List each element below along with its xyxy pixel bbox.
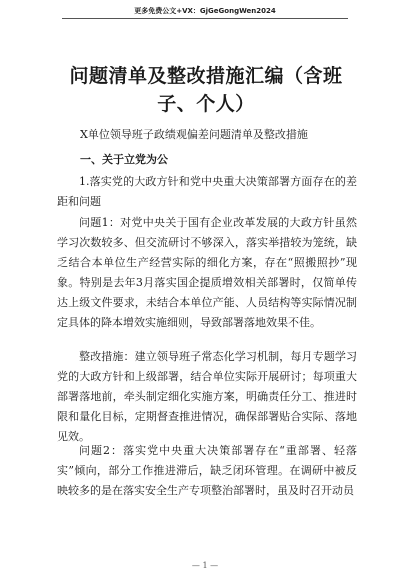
paragraph-problem-1 [57, 213, 357, 333]
paragraph-rectification [57, 347, 357, 447]
document-subtitle: X单位领导班子政绩观偏差问题清单及整改措施 [80, 128, 308, 141]
paragraph-text: 问题2：落实党中央重大决策部署存在“重部署、轻落实”倾向，部分工作推进滞后，缺乏闭环管理。在调研中被反映较多的是在落实安全生产专项整治部署时，虽及时召开动员 [57, 444, 357, 497]
page-header-text: 更多免费公文+VX：GjGeGongWen2024 [134, 7, 276, 15]
document-title: 问题清单及整改措施汇编（含班子、个人） [69, 65, 343, 115]
paragraph-item-1 [57, 172, 357, 212]
header-divider [62, 18, 348, 19]
paragraph-problem-2 [57, 441, 357, 501]
paragraph-text: 问题1：对党中央关于国有企业改革发展的大政方针虽然学习次数较多、但交流研讨不够深入，落实举措较为笼统，缺乏结合本单位生产经营实际的细化方案，存在“照搬照抄”现象。特别是去年3月落实国企提质增效相关部署时，仅简单传达上级文件要求，未结合本单位产能、人员结构等实际情况制定具体的降本增效实施细则，导致部署落地效果不佳。 [57, 216, 357, 329]
paragraph-text: 1.落实党的大政方针和党中央重大决策部署方面存在的差距和问题 [57, 175, 357, 208]
paragraph-text: 整改措施：建立领导班子常态化学习机制，每月专题学习党的大政方针和上级部署，结合单位实际开展研讨；每项重大部署落地前，牵头制定细化实施方案，明确责任分工、推进时限和量化目标，定期督查推进情况，确保部署贴合实际、落地见效。 [57, 350, 357, 443]
section-heading: 一、关于立党为公 [80, 153, 168, 166]
page-number: — 1 — [191, 561, 219, 570]
